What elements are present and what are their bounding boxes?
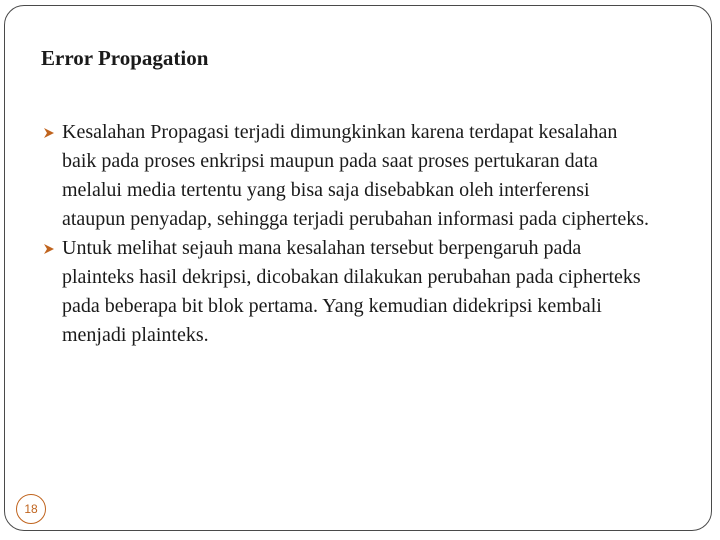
bullet-item [42, 118, 652, 234]
bullet-text: Kesalahan Propagasi terjadi dimungkinkan karena terdapat kesalahan baik pada proses enkripsi maupun pada saat proses pertukaran data melalui media tertentu yang bisa saja disebabkan oleh interferensi ataupun penyadap, sehingga terjadi perubahan informasi pada cipherteks. [62, 121, 650, 230]
slide-title: Error Propagation [41, 46, 209, 70]
bullet-icon [42, 242, 56, 256]
bullet-item [42, 234, 652, 350]
bullet-list [42, 118, 652, 350]
bullet-text: Untuk melihat sejauh mana kesalahan tersebut berpengaruh pada plainteks hasil dekripsi, dicobakan dilakukan perubahan pada cipherteks pada beberapa bit blok pertama. Yang kemudian didekripsi kembali menjadi plainteks. [62, 237, 641, 346]
bullet-icon [42, 126, 56, 140]
page-number: 18 [24, 502, 38, 516]
page-number-badge [16, 494, 46, 524]
